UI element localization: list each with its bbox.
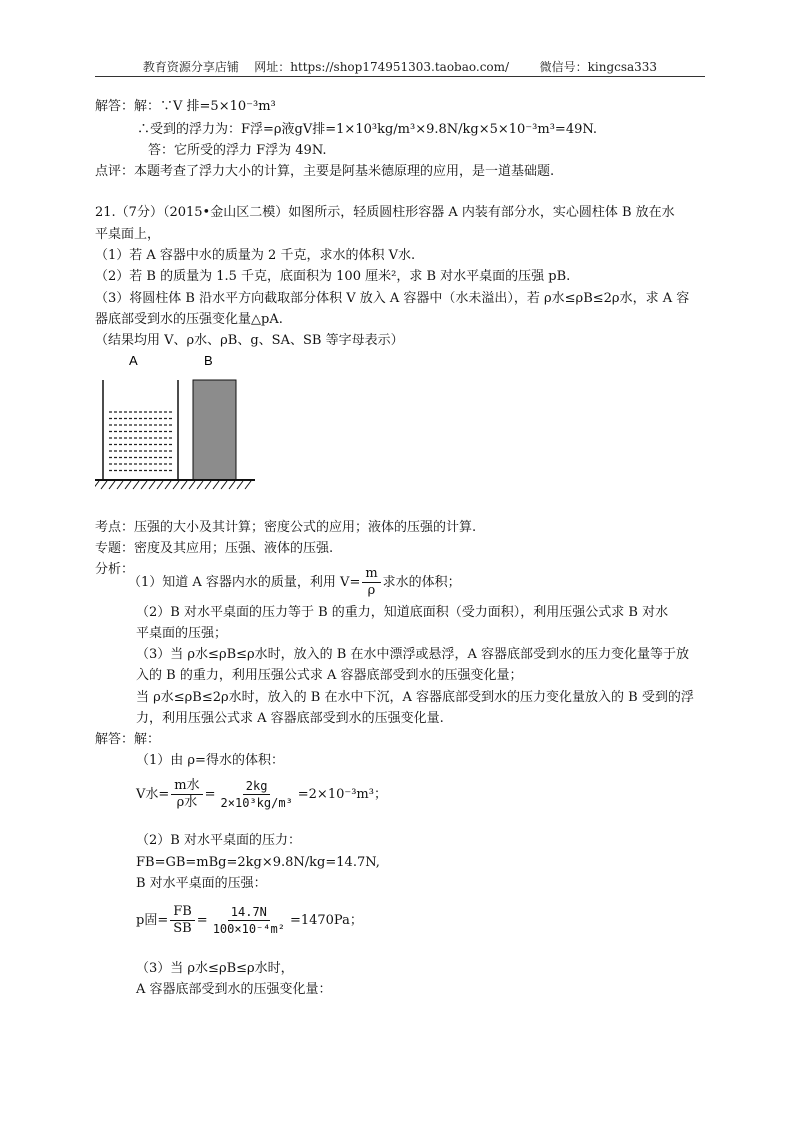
solution-2: （2）B 对水平桌面的压力： [136, 833, 301, 848]
solution-2-eq: p固= $\frac{FB}{SB}$ = $\frac{14.7N}{\text{100×10⁻⁴m²}}$ =1470Pa； [136, 904, 363, 936]
s1-frac2-num: 2kg [243, 778, 271, 795]
hatch-line [245, 481, 251, 489]
s1-frac2-den: 2×10³kg/m³ [220, 796, 293, 810]
hatch-line [221, 481, 227, 489]
container-figure [95, 350, 265, 495]
fenxi-1b: 求水的体积； [382, 574, 461, 590]
prev-answer-line3: 答：它所受的浮力 F浮为 49N. [148, 143, 327, 158]
hatch-line [165, 481, 171, 489]
hatch-line [173, 481, 179, 489]
fenxi-3c: 当 ρ水≤ρB≤2ρ水时，放入的 B 在水中下沉，A 容器底部受到水的压力变化量放入的 B 受到的浮 [136, 690, 694, 705]
prev-comment-label: 点评： [95, 164, 135, 179]
fenxi-3b: 入的 B 的重力，利用压强公式求 A 容器底部受到水的压强变化量； [136, 668, 523, 683]
s2-frac1-den: SB [173, 921, 192, 936]
kaodian-text: 压强的大小及其计算；密度公式的应用；液体的压强的计算. [134, 520, 477, 535]
solution-jie: 解： [134, 732, 161, 747]
hatch-line [133, 481, 139, 489]
hatch-line [197, 481, 203, 489]
solution-2-calc: FB=GB=mBg=2kg×9.8N/kg=14.7N, [136, 855, 380, 870]
hatch-line [189, 481, 195, 489]
prev-answer-text1: 解：∵V 排=5×10⁻³m³ [134, 99, 276, 114]
s1-result: =2×10⁻³m³； [297, 786, 387, 802]
hatch-line [125, 481, 131, 489]
zhuanti-text: 密度及其应用；压强、液体的压强. [134, 541, 334, 556]
solution-1: （1）由 ρ=得水的体积： [136, 753, 284, 768]
solution-3: （3）当 ρ水≤ρB≤ρ水时， [136, 961, 294, 976]
prev-comment-text: 本题考查了浮力大小的计算，主要是阿基米德原理的应用，是一道基础题. [134, 164, 555, 179]
s1-frac1-num: m水 [171, 778, 202, 795]
figure-label-b: B [204, 353, 213, 368]
s2-lhs: p固= [136, 912, 169, 928]
q21-part2: （2）若 B 的质量为 1.5 千克，底面积为 100 厘米²，求 B 对水平桌面的压强 pB. [95, 269, 571, 284]
solution-3-b: A 容器底部受到水的压强变化量： [136, 982, 332, 997]
water-dashes [109, 412, 173, 471]
fenxi-label: 分析： [95, 562, 135, 577]
prev-comment [95, 163, 554, 181]
prev-answer-line2: ∴受到的浮力为：F浮=ρ液gV排=1×10³kg/m³×9.8N/kg×5×10⁻³m³=49N. [137, 122, 598, 137]
hatch-line [181, 481, 187, 489]
s1-frac1-den: ρ水 [176, 795, 198, 810]
kaodian-label: 考点： [95, 520, 135, 535]
hatch-line [95, 481, 99, 489]
hatch-line [205, 481, 211, 489]
q21-part1: （1）若 A 容器中水的质量为 2 千克，求水的体积 V水. [95, 248, 416, 263]
table-hatch [95, 481, 251, 489]
s2-frac1-num: FB [170, 904, 195, 921]
hatch-line [213, 481, 219, 489]
fraction-den: ρ [367, 583, 376, 598]
zhuanti [95, 540, 333, 558]
fenxi-1a: （1）知道 A 容器内水的质量，利用 V= [128, 574, 361, 590]
header-shop: 教育资源分享店铺 [142, 60, 239, 74]
prev-answer-line1 [95, 98, 276, 116]
prev-answer-label: 解答： [95, 99, 135, 114]
hatch-line [157, 481, 163, 489]
header-url: 网址：https://shop174951303.taobao.com/ [254, 60, 510, 74]
hatch-line [101, 481, 107, 489]
s2-result: =1470Pa； [289, 912, 363, 928]
q21-note: （结果均用 V、ρ水、ρB、g、SA、SB 等字母表示） [95, 333, 404, 348]
hatch-line [141, 481, 147, 489]
kaodian [95, 519, 476, 537]
hatch-line [109, 481, 115, 489]
page-header [95, 58, 705, 75]
q21-line2: 平桌面上， [95, 227, 161, 242]
container-a [103, 380, 178, 480]
s2-frac2-num: 14.7N [228, 904, 270, 921]
hatch-line [229, 481, 235, 489]
fraction-num: m [362, 566, 380, 583]
s2-frac2 [210, 904, 288, 937]
solution-head [95, 731, 160, 749]
fraction-m-over-rho [362, 566, 380, 599]
fenxi-2b: 平桌面的压强； [136, 626, 228, 641]
q21-line1: 21.（7分）（2015•金山区二模）如图所示，轻质圆柱形容器 A 内装有部分水，实心圆柱体 B 放在水 [95, 205, 675, 220]
q21-part3b: 器底部受到水的压强变化量△pA. [95, 312, 283, 327]
zhuanti-label: 专题： [95, 541, 135, 556]
header-wechat: 微信号：kingcsa333 [539, 60, 658, 74]
solution-label: 解答： [95, 732, 135, 747]
figure-label-a: A [129, 353, 138, 368]
solution-1-eq: V水= $\frac{\text{m水}}{\text{ρ水}}$ = $\frac{2kg}{\text{2×10³kg/m³}}$ =2×10⁻³m³； [136, 778, 387, 810]
fenxi-1 [128, 566, 461, 599]
fenxi-3d: 力，利用压强公式求 A 容器底部受到水的压强变化量. [136, 711, 444, 726]
header-rule [95, 76, 705, 77]
q21-part3a: （3）将圆柱体 B 沿水平方向截取部分体积 V 放入 A 容器中（水未溢出），若 ρ水≤ρB≤2ρ水，求 A 容 [95, 291, 690, 306]
hatch-line [149, 481, 155, 489]
hatch-line [237, 481, 243, 489]
s1-frac2 [218, 778, 296, 811]
hatch-line [117, 481, 123, 489]
s2-frac2-den: 100×10⁻⁴m² [212, 922, 285, 936]
fenxi-3a: （3）当 ρ水≤ρB≤ρ水时，放入的 B 在水中漂浮或悬浮，A 容器底部受到水的压力变化量等于放 [136, 647, 690, 662]
cylinder-b [193, 380, 236, 480]
s1-frac1 [171, 778, 202, 811]
s2-frac1 [170, 904, 195, 937]
s1-lhs: V水= [136, 786, 170, 802]
fenxi-2a: （2）B 对水平桌面的压力等于 B 的重力，知道底面积（受力面积），利用压强公式求 B 对水 [136, 605, 669, 620]
solution-2-b: B 对水平桌面的压强： [136, 876, 267, 891]
